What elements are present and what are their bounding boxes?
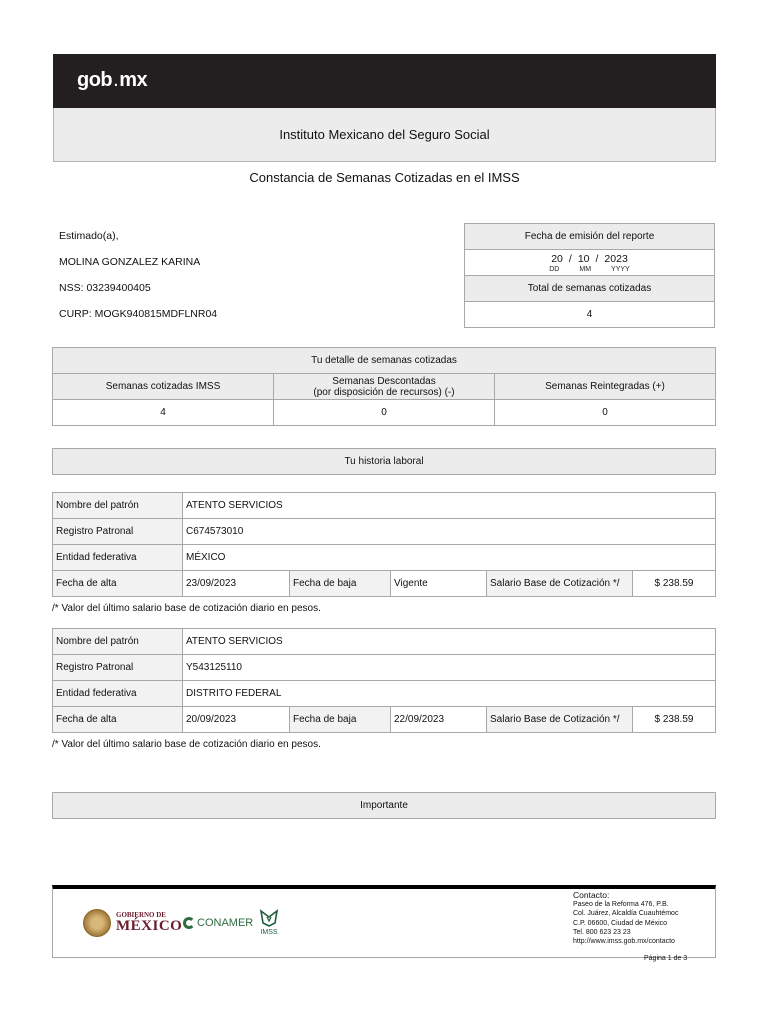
registry-label: Registro Patronal	[53, 655, 183, 681]
date-month: 10	[577, 253, 590, 265]
conamer-icon	[183, 917, 195, 929]
employer-label: Nombre del patrón	[53, 629, 183, 655]
nss-value: 03239400405	[86, 282, 151, 294]
nss-line	[59, 282, 151, 294]
job-record	[52, 628, 716, 733]
day-label: DD	[549, 266, 560, 273]
end-date-label: Fecha de baja	[290, 707, 391, 733]
national-seal-icon	[83, 909, 111, 937]
employer-value: ATENTO SERVICIOS	[183, 629, 716, 655]
important-section-title: Importante	[52, 792, 716, 819]
emission-date-label: Fecha de emisión del reporte	[465, 224, 715, 250]
gob-mx-logo: gob.mx	[77, 69, 148, 91]
salary-note: /* Valor del último salario base de cotización diario en pesos.	[52, 739, 321, 750]
detail-title: Tu detalle de semanas cotizadas	[53, 348, 716, 374]
curp-label: CURP:	[59, 308, 92, 320]
document-title: Constancia de Semanas Cotizadas en el IMSS	[249, 170, 520, 185]
col-discounted-subtitle: (por disposición de recursos) (-)	[313, 386, 455, 398]
contact-address: Paseo de la Reforma 476, P.B.	[573, 901, 669, 909]
end-date-value: Vigente	[391, 571, 487, 597]
employer-value: ATENTO SERVICIOS	[183, 493, 716, 519]
greeting: Estimado(a),	[59, 230, 119, 242]
start-date-label: Fecha de alta	[53, 571, 183, 597]
end-date-label: Fecha de baja	[290, 571, 391, 597]
curp-line	[59, 308, 217, 320]
col-weeks-reinstated: Semanas Reintegradas (+)	[495, 374, 716, 400]
footer	[52, 885, 716, 958]
date-separator: /	[568, 253, 572, 265]
start-date-value: 23/09/2023	[183, 571, 290, 597]
recipient-name: MOLINA GONZALEZ KARINA	[59, 256, 201, 268]
header-banner	[53, 54, 716, 108]
start-date-value: 20/09/2023	[183, 707, 290, 733]
gob-logo-small: GOBIERNO DE	[116, 911, 166, 919]
contact-colonia: Col. Juárez, Alcaldía Cuauhtémoc	[573, 910, 679, 918]
state-label: Entidad federativa	[53, 545, 183, 571]
institute-name: Instituto Mexicano del Seguro Social	[53, 108, 716, 162]
gob-logo-big: MÉXICO	[116, 918, 183, 934]
gobierno-de-mexico-logo	[83, 909, 182, 937]
contact-postal: C.P. 06600, Ciudad de México	[573, 919, 668, 927]
salary-label: Salario Base de Cotización */	[487, 571, 633, 597]
total-weeks-value: 4	[465, 302, 715, 328]
start-date-label: Fecha de alta	[53, 707, 183, 733]
curp-value: MOGK940815MDFLNR04	[94, 308, 218, 320]
contact-url[interactable]: http://www.imss.gob.mx/contacto	[573, 938, 675, 946]
col-weeks-discounted	[274, 374, 495, 400]
weeks-detail-table	[52, 347, 716, 426]
salary-value: $ 238.59	[633, 571, 716, 597]
contact-title: Contacto:	[573, 890, 610, 900]
job-record	[52, 492, 716, 597]
col-discounted-title: Semanas Descontadas	[332, 375, 436, 387]
report-summary-table	[464, 223, 715, 328]
year-label: YYYY	[611, 266, 630, 273]
contact-info	[573, 891, 678, 946]
nss-label: NSS:	[59, 282, 84, 294]
state-value: MÉXICO	[183, 545, 716, 571]
emission-date	[465, 250, 715, 276]
state-value: DISTRITO FEDERAL	[183, 681, 716, 707]
contact-phone: Tel. 800 623 23 23	[573, 928, 631, 936]
conamer-logo	[183, 917, 253, 929]
registry-label: Registro Patronal	[53, 519, 183, 545]
employer-label: Nombre del patrón	[53, 493, 183, 519]
registry-value: C674573010	[183, 519, 716, 545]
state-label: Entidad federativa	[53, 681, 183, 707]
salary-value: $ 238.59	[633, 707, 716, 733]
total-weeks-label: Total de semanas cotizadas	[465, 276, 715, 302]
end-date-value: 22/09/2023	[391, 707, 487, 733]
month-label: MM	[579, 266, 592, 273]
imss-logo	[259, 909, 279, 935]
col-weeks-imss: Semanas cotizadas IMSS	[53, 374, 274, 400]
imss-text: IMSS	[260, 929, 278, 936]
date-day: 20	[551, 253, 563, 265]
salary-label: Salario Base de Cotización */	[487, 707, 633, 733]
date-year: 2023	[604, 253, 628, 265]
weeks-imss-value: 4	[53, 400, 274, 426]
salary-note: /* Valor del último salario base de cotización diario en pesos.	[52, 603, 321, 614]
page-number: Página 1 de 3	[644, 955, 688, 962]
weeks-reinstated-value: 0	[495, 400, 716, 426]
imss-eagle-icon	[259, 909, 279, 927]
conamer-text: CONAMER	[197, 917, 254, 929]
work-history-title: Tu historia laboral	[52, 448, 716, 475]
weeks-discounted-value: 0	[274, 400, 495, 426]
date-separator: /	[595, 253, 599, 265]
registry-value: Y543125110	[183, 655, 716, 681]
